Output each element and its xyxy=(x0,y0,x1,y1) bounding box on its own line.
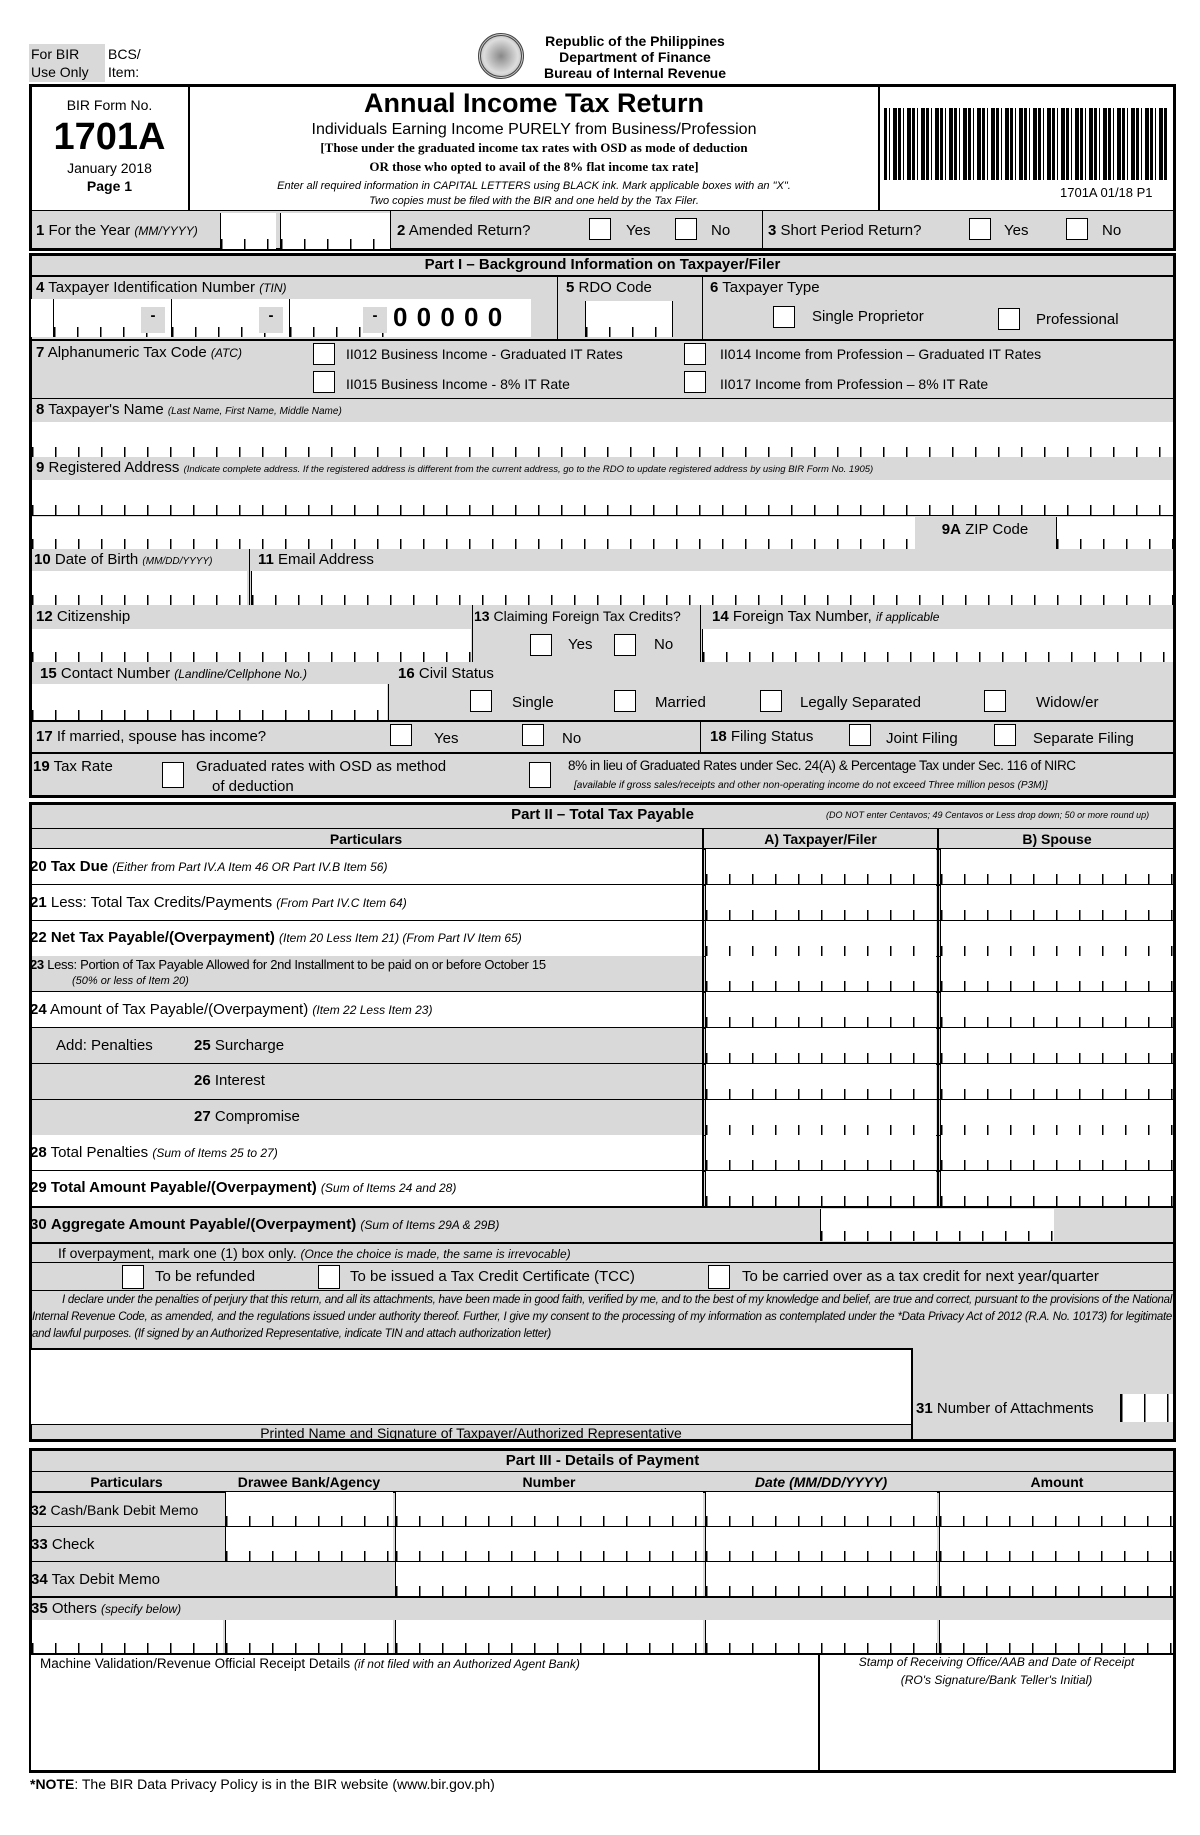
part1-i6-text: 6 xyxy=(710,279,719,296)
part3-i35-text: 35 xyxy=(31,1600,48,1617)
no-label: No xyxy=(711,222,731,239)
part1-l9a-text: ZIP Code xyxy=(965,521,1029,538)
part2-rows-5-n-text: 25 xyxy=(194,1037,211,1054)
item-27a-input[interactable] xyxy=(705,1100,936,1135)
form-title: Annual Income Tax Return xyxy=(363,88,705,118)
professional-checkbox[interactable] xyxy=(998,308,1020,330)
part2-rows-7-n-text: 27 xyxy=(194,1108,211,1125)
part1-h15-text: (Landline/Cellphone No.) xyxy=(174,667,307,681)
part1-i18-text: 18 xyxy=(710,728,727,745)
row1-i3-text: 3 xyxy=(768,222,777,239)
short-period-yes-checkbox[interactable] xyxy=(969,218,991,240)
declaration-text: I declare under the penalties of perjury that this return, and all its attachments, have been made in good faith, verified by me, and to the best of my knowledge and belief, are true and correct, pursuant to the provisions of the National Internal Revenue Code, as amended, and the regulations issued under authority thereof. Further, I give my consent to the processing of my information as contemplated under the *Data Privacy Act of 2012 (R.A. No. 10173) for legitimate and lawful purposes. (If signed by an Authorized Representative, indicate TIN and attach authorization letter) xyxy=(32,1294,1172,1340)
date-of-birth-input[interactable] xyxy=(31,571,247,605)
part1-l5-text: RDO Code xyxy=(578,279,652,296)
part1-l8-text: Taxpayer's Name xyxy=(48,401,164,418)
part1-h4-text: (TIN) xyxy=(259,281,287,295)
form-subtitle-3: OR those who opted to avail of the 8% flat income tax rate] xyxy=(369,159,699,174)
part1-i10-text: 10 xyxy=(34,551,51,568)
zip-code-input[interactable] xyxy=(1056,517,1173,549)
part1-i8-text: 8 xyxy=(36,401,45,418)
tcc-checkbox[interactable] xyxy=(318,1265,340,1289)
item-32-bank-input[interactable] xyxy=(225,1492,393,1526)
part3-machine-text: Machine Validation/Revenue Official Receipt Details xyxy=(40,1656,351,1671)
part1-i9-text: 9 xyxy=(36,459,45,476)
civil-widow-checkbox[interactable] xyxy=(984,690,1006,712)
page-number: Page 1 xyxy=(86,178,133,194)
part1-atc-3-text: II017 Income from Profession – 8% IT Rate xyxy=(720,376,989,392)
part1-l13-text: Claiming Foreign Tax Credits? xyxy=(493,608,681,624)
part3-h35-text: (specify below) xyxy=(101,1602,182,1616)
contact-number-input[interactable] xyxy=(31,684,387,720)
row1-h1-text: (MM/YYYY) xyxy=(134,224,198,238)
part2-rows-4-h-text: (Item 22 Less Item 23) xyxy=(312,1003,433,1017)
amended-label: Amended Return? xyxy=(408,222,531,239)
item-24b-input[interactable] xyxy=(940,992,1173,1027)
part1-single_prop-text: Single Proprietor xyxy=(812,308,924,325)
part2-rows-0-h-text: (Either from Part IV.A Item 46 OR Part IV.B Item 56) xyxy=(112,860,388,874)
part3-cols-4-text: Amount xyxy=(1030,1474,1084,1490)
foreign-tax-number-input[interactable] xyxy=(702,629,1173,662)
part1-l11-text: Email Address xyxy=(278,551,374,568)
foreign-credit-no-checkbox[interactable] xyxy=(614,634,636,656)
part2-note-text: (DO NOT enter Centavos; 49 Centavos or Less drop down; 50 or more round up) xyxy=(826,810,1150,820)
part-3-title: Part III - Details of Payment xyxy=(505,1452,700,1469)
item-25a-input[interactable] xyxy=(705,1028,936,1063)
item-label: Item: xyxy=(108,64,140,80)
part-2-row-27 xyxy=(32,1100,702,1135)
part1-atc-0-text: II012 Business Income - Graduated IT Rates xyxy=(346,346,623,362)
form-number: 1701A xyxy=(53,116,166,158)
others-specify-input[interactable] xyxy=(31,1620,223,1653)
part1-i11-text: 11 xyxy=(258,551,274,568)
part1-professional-text: Professional xyxy=(1036,311,1119,328)
part1-l7-text: Alphanumeric Tax Code xyxy=(47,344,207,361)
part1-h9-text: (Indicate complete address. If the registered address is different from the current address, go to the RDO to update registered address by using BIR Form No. 1905) xyxy=(183,464,874,475)
foreign-credit-yes-checkbox[interactable] xyxy=(530,634,552,656)
short-period-label: Short Period Return? xyxy=(780,222,922,239)
row1-no-text: No xyxy=(654,636,674,653)
carry-over-checkbox[interactable] xyxy=(708,1265,730,1289)
part2-rows-2-n-text: 22 xyxy=(30,929,47,946)
row1-i2-text: 2 xyxy=(397,222,406,239)
bir-use-only-box xyxy=(29,44,105,82)
item-34-date-input[interactable] xyxy=(705,1562,937,1596)
part1-i16-text: 16 xyxy=(398,665,415,682)
short-period-no-checkbox[interactable] xyxy=(1066,218,1088,240)
part1-civil-0-text: Single xyxy=(512,694,554,711)
part1-l15-text: Contact Number xyxy=(60,665,171,682)
row1-no-text: No xyxy=(562,730,582,747)
civil-separated-checkbox[interactable] xyxy=(760,690,782,712)
part3-rows-1-l-text: Check xyxy=(51,1536,95,1553)
part1-i9a-text: 9A xyxy=(941,521,961,538)
part1-i5-text: 5 xyxy=(566,279,575,296)
part-1-title: Part I – Background Information on Taxpayer/Filer xyxy=(424,256,781,273)
part1-i15-text: 15 xyxy=(40,665,57,682)
signature-area[interactable] xyxy=(31,1348,911,1424)
part1-civil-2-text: Legally Separated xyxy=(800,694,921,711)
part1-rate1a-text: Graduated rates with OSD as method xyxy=(196,758,447,775)
part3-rows-0-n-text: 32 xyxy=(31,1502,47,1518)
item-27b-input[interactable] xyxy=(940,1100,1173,1135)
tin-input[interactable]: - - - 0 0 0 0 0 xyxy=(31,299,531,337)
part2-add_penalties-text: Add: Penalties xyxy=(56,1037,153,1054)
civil-single-checkbox[interactable] xyxy=(470,690,492,712)
others-number-input[interactable] xyxy=(395,1620,703,1653)
part2-col_b-text: B) Spouse xyxy=(1022,831,1092,847)
item-30-input[interactable] xyxy=(820,1209,1054,1241)
part1-h10-text: (MM/DD/YYYY) xyxy=(142,556,213,567)
part1-i19-text: 19 xyxy=(33,758,50,775)
item-23a-input[interactable] xyxy=(705,956,936,991)
no-label: No xyxy=(1102,222,1122,239)
part1-separate-text: Separate Filing xyxy=(1033,730,1134,747)
part2-rows-0-n-text: 20 xyxy=(30,858,47,875)
part2-l30-text: Aggregate Amount Payable/(Overpayment) xyxy=(50,1216,357,1233)
others-date-input[interactable] xyxy=(705,1620,937,1653)
item-21b-input[interactable] xyxy=(940,885,1173,920)
item-33-bank-input[interactable] xyxy=(225,1527,393,1561)
part3-l35-text: Others xyxy=(51,1600,97,1617)
item-33-number-input[interactable] xyxy=(395,1527,703,1561)
atc-ii017-checkbox[interactable] xyxy=(684,371,706,393)
item-32-date-input[interactable] xyxy=(705,1492,937,1526)
part1-h14-text: if applicable xyxy=(876,610,940,624)
part2-rows-4-n-text: 24 xyxy=(30,1001,47,1018)
part3-stamp1-text: Stamp of Receiving Office/AAB and Date of Receipt xyxy=(858,1655,1135,1669)
item-29b-input[interactable] xyxy=(940,1171,1173,1206)
part2-i30-text: 30 xyxy=(30,1216,47,1233)
item-34-number-input[interactable] xyxy=(395,1562,703,1596)
separate-filing-checkbox[interactable] xyxy=(994,724,1016,746)
barcode-code: 1701A 01/18 P1 xyxy=(1060,185,1153,200)
part2-rows-3-l-text: Less: Portion of Tax Payable Allowed for 2nd Installment to be paid on or before October 15 xyxy=(47,957,546,972)
part2-rows-3-h-text: (50% or less of Item 20) xyxy=(72,975,189,987)
row1-yes-text: Yes xyxy=(434,730,459,747)
civil-married-checkbox[interactable] xyxy=(614,690,636,712)
part1-i17-text: 17 xyxy=(36,728,53,745)
rdo-code-input[interactable] xyxy=(585,301,673,337)
item-32-number-input[interactable] xyxy=(395,1492,703,1526)
atc-ii014-checkbox[interactable] xyxy=(684,343,706,365)
part3-stamp2-text: (RO's Signature/Bank Teller's Initial) xyxy=(900,1673,1093,1687)
part1-l12-text: Citizenship xyxy=(56,608,131,625)
part2-overpay_h-text: (Once the choice is made, the same is irrevocable) xyxy=(300,1247,571,1261)
part3-machine_h-text: (if not filed with an Authorized Agent Bank) xyxy=(353,1657,580,1671)
form-date: January 2018 xyxy=(67,160,152,176)
part2-col_particulars-text: Particulars xyxy=(329,831,403,847)
part1-l19-text: Tax Rate xyxy=(53,758,113,775)
others-amount-input[interactable] xyxy=(939,1620,1173,1653)
item-20b-input[interactable] xyxy=(940,849,1173,884)
agency-line: Department of Finance xyxy=(559,49,711,66)
part2-rows-8-n-text: 28 xyxy=(30,1144,47,1161)
part1-atc-1-text: II014 Income from Profession – Graduated IT Rates xyxy=(720,346,1042,362)
item-34-amount-input[interactable] xyxy=(939,1562,1173,1596)
part2-rows-1-h-text: (From Part IV.C Item 64) xyxy=(276,896,407,910)
item-24a-input[interactable] xyxy=(705,992,936,1027)
part2-opt_carry-text: To be carried over as a tax credit for next year/quarter xyxy=(742,1268,1099,1285)
part1-rate2-text: 8% in lieu of Graduated Rates under Sec. 24(A) & Percentage Tax under Sec. 116 of NIRC xyxy=(568,758,1076,773)
barcode xyxy=(884,108,1169,180)
part1-h7-text: (ATC) xyxy=(210,346,242,360)
part2-rows-8-h-text: (Sum of Items 25 to 27) xyxy=(152,1146,278,1160)
item-28a-input[interactable] xyxy=(705,1135,936,1170)
month-input[interactable] xyxy=(220,213,276,249)
part1-i7-text: 7 xyxy=(36,344,45,361)
part1-l4-text: Taxpayer Identification Number xyxy=(48,279,256,296)
item-20a-input[interactable] xyxy=(705,849,936,884)
part2-rows-9-n-text: 29 xyxy=(30,1179,47,1196)
bir-seal-logo xyxy=(478,33,524,79)
part2-rows-6-l-text: Interest xyxy=(214,1072,265,1089)
part3-rows-2-l-text: Tax Debit Memo xyxy=(51,1571,160,1588)
address-line-2-input[interactable] xyxy=(31,517,915,549)
part-2-row-26 xyxy=(32,1064,702,1099)
part2-rows-7-l-text: Compromise xyxy=(214,1108,300,1125)
part1-rate2h-text: [available if gross sales/receipts and other non-operating income do not exceed Three million pesos (P3M)] xyxy=(574,780,1048,791)
part2-rows-5-l-text: Surcharge xyxy=(214,1037,285,1054)
bir-use-label: Use Only xyxy=(31,64,89,80)
atc-ii012-checkbox[interactable] xyxy=(313,343,335,365)
part2-rows-9-h-text: (Sum of Items 24 and 28) xyxy=(320,1181,457,1195)
part1-l9-text: Registered Address xyxy=(48,459,180,476)
tin-branch-code: 0 0 0 0 0 xyxy=(393,302,504,332)
item-29a-input[interactable] xyxy=(705,1171,936,1206)
part1-i4-text: 4 xyxy=(36,279,45,296)
part3-rows-1-n-text: 33 xyxy=(31,1536,48,1553)
refund-checkbox[interactable] xyxy=(122,1265,144,1289)
atc-ii015-checkbox[interactable] xyxy=(313,371,335,393)
item-26a-input[interactable] xyxy=(705,1064,936,1099)
part1-atc-2-text: II015 Business Income - 8% IT Rate xyxy=(346,376,570,392)
address-line-1-input[interactable] xyxy=(31,480,1173,516)
spouse-income-yes-checkbox[interactable] xyxy=(390,724,412,746)
graduated-rate-checkbox[interactable] xyxy=(162,762,184,788)
item-25b-input[interactable] xyxy=(940,1028,1173,1063)
part1-l16-text: Civil Status xyxy=(418,665,494,682)
footer-note_b-text: *NOTE xyxy=(30,1776,75,1792)
part1-rate1b-text: of deduction xyxy=(212,778,294,795)
part2-opt_refund-text: To be refunded xyxy=(155,1268,256,1285)
yes-label: Yes xyxy=(1004,222,1029,239)
item-23b-input[interactable] xyxy=(940,956,1173,991)
part2-rows-3-n-text: 23 xyxy=(30,957,44,972)
part1-l18-text: Filing Status xyxy=(730,728,814,745)
row1-yes-text: Yes xyxy=(568,636,593,653)
form-subtitle-2: [Those under the graduated income tax rates with OSD as mode of deduction xyxy=(320,140,748,155)
spouse-income-no-checkbox[interactable] xyxy=(522,724,544,746)
part2-l31-text: Number of Attachments xyxy=(936,1400,1094,1417)
part3-rows-0-l-text: Cash/Bank Debit Memo xyxy=(50,1502,199,1518)
part2-rows-1-n-text: 21 xyxy=(30,894,47,911)
instructions: Enter all required information in CAPITAL LETTERS using BLACK ink. Mark applicable boxes with an "X". xyxy=(277,180,791,192)
footer-note-text: : The BIR Data Privacy Policy is in the BIR website (www.bir.gov.ph) xyxy=(74,1776,495,1792)
part2-rows-0-l-text: Tax Due xyxy=(50,858,109,875)
yes-label: Yes xyxy=(626,222,651,239)
item-22a-input[interactable] xyxy=(705,921,936,956)
part1-i12-text: 12 xyxy=(36,608,53,625)
item-21a-input[interactable] xyxy=(705,885,936,920)
single-proprietor-checkbox[interactable] xyxy=(773,306,795,328)
part2-signature-text: Printed Name and Signature of Taxpayer/Authorized Representative xyxy=(260,1425,682,1441)
part2-rows-4-l-text: Amount of Tax Payable/(Overpayment) xyxy=(50,1001,309,1018)
part1-i14-text: 14 xyxy=(712,608,729,625)
part2-rows-8-l-text: Total Penalties xyxy=(50,1144,149,1161)
instructions: Two copies must be filed with the BIR and one held by the Tax Filer. xyxy=(369,195,699,207)
part2-rows-2-h-text: (Item 20 Less Item 21) (From Part IV Item 65) xyxy=(279,931,522,945)
part1-civil-3-text: Widow/er xyxy=(1036,694,1099,711)
part1-h8-text: (Last Name, First Name, Middle Name) xyxy=(167,406,342,417)
part2-h30-text: (Sum of Items 29A & 29B) xyxy=(360,1218,500,1232)
part1-l6-text: Taxpayer Type xyxy=(722,279,820,296)
part2-overpay-text: If overpayment, mark one (1) box only. xyxy=(58,1245,297,1261)
row1-i1-text: 1 xyxy=(36,222,45,239)
part3-cols-1-text: Drawee Bank/Agency xyxy=(237,1474,381,1490)
bir-use-label: For BIR xyxy=(31,46,80,62)
attachments-input[interactable] xyxy=(1120,1394,1173,1422)
email-address-input[interactable] xyxy=(251,571,1173,605)
item-33-date-input[interactable] xyxy=(705,1527,937,1561)
form-no-label: BIR Form No. xyxy=(66,97,153,113)
year-label: For the Year xyxy=(48,222,131,239)
part2-opt_tcc-text: To be issued a Tax Credit Certificate (TCC) xyxy=(350,1268,635,1285)
part1-joint-text: Joint Filing xyxy=(886,730,958,747)
part1-l10-text: Date of Birth xyxy=(54,551,139,568)
eight-percent-rate-checkbox[interactable] xyxy=(529,762,551,788)
part1-civil-1-text: Married xyxy=(655,694,706,711)
part2-rows-1-l-text: Less: Total Tax Credits/Payments xyxy=(50,894,273,911)
item-26b-input[interactable] xyxy=(940,1064,1173,1099)
part1-l17-text: If married, spouse has income? xyxy=(56,728,267,745)
agency-line: Republic of the Philippines xyxy=(545,33,725,49)
item-33-amount-input[interactable] xyxy=(939,1527,1173,1561)
item-22b-input[interactable] xyxy=(940,921,1173,956)
others-bank-input[interactable] xyxy=(225,1620,393,1653)
amended-yes-checkbox[interactable] xyxy=(589,218,611,240)
amended-no-checkbox[interactable] xyxy=(675,218,697,240)
bcs-label: BCS/ xyxy=(108,46,141,62)
part1-l14-text: Foreign Tax Number, xyxy=(732,608,872,625)
citizenship-input[interactable] xyxy=(31,629,471,662)
part2-rows-6-n-text: 26 xyxy=(194,1072,211,1089)
part3-cols-0-text: Particulars xyxy=(90,1474,163,1490)
item-28b-input[interactable] xyxy=(940,1135,1173,1170)
part2-col_a-text: A) Taxpayer/Filer xyxy=(764,831,877,847)
part3-cols-2-text: Number xyxy=(522,1474,576,1490)
part3-rows-2-n-text: 34 xyxy=(31,1571,48,1588)
taxpayer-name-input[interactable] xyxy=(31,422,1173,457)
form-subtitle: Individuals Earning Income PURELY from Business/Profession xyxy=(311,121,757,138)
item-32-amount-input[interactable] xyxy=(939,1492,1173,1526)
part2-rows-2-l-text: Net Tax Payable/(Overpayment) xyxy=(50,929,275,946)
part3-cols-3-text: Date (MM/DD/YYYY) xyxy=(754,1474,888,1490)
year-input[interactable] xyxy=(280,213,390,249)
joint-filing-checkbox[interactable] xyxy=(849,724,871,746)
agency-line: Bureau of Internal Revenue xyxy=(543,65,727,82)
part2-i31-text: 31 xyxy=(916,1400,933,1417)
part2-rows-9-l-text: Total Amount Payable/(Overpayment) xyxy=(50,1179,317,1196)
part-2-title: Part II – Total Tax Payable xyxy=(511,806,694,823)
part1-i13-text: 13 xyxy=(474,608,490,624)
